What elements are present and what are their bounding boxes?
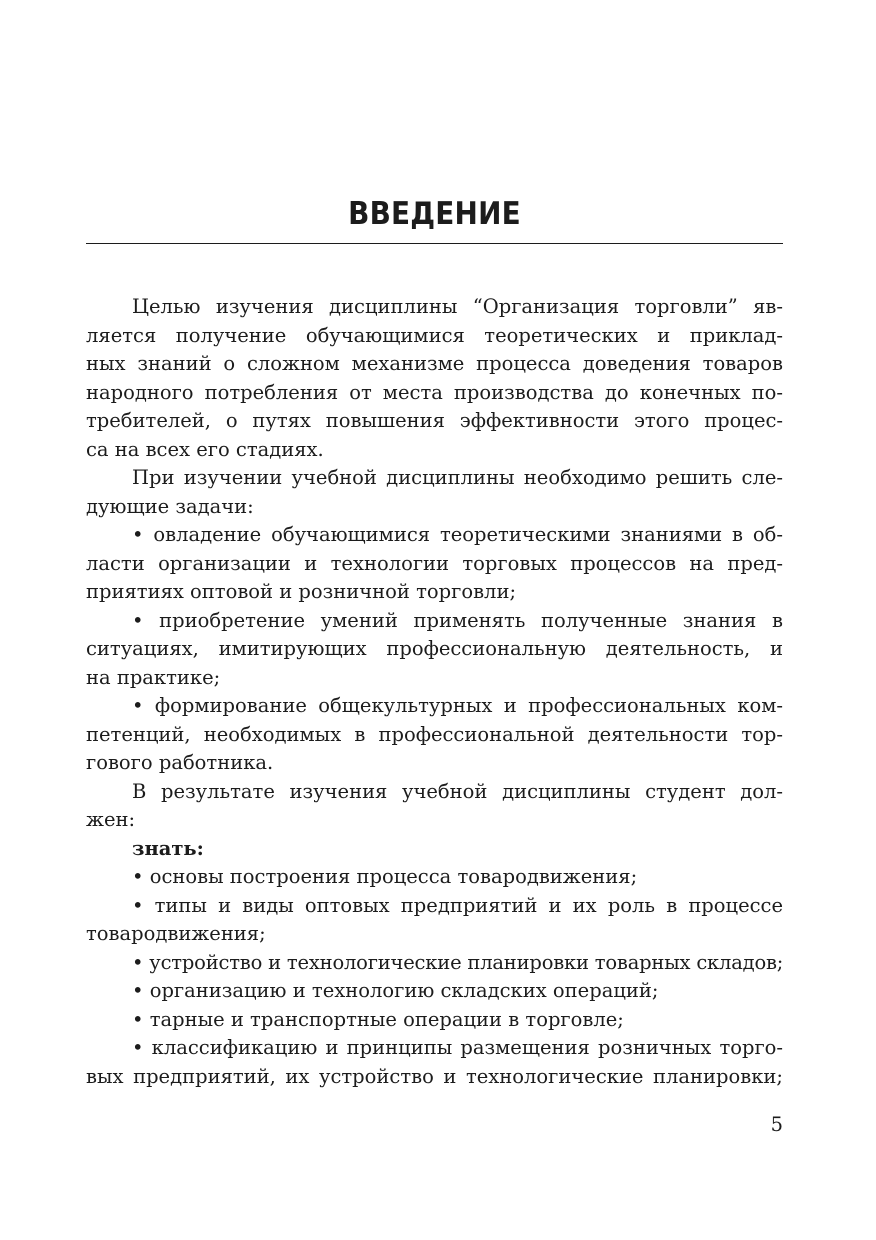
text-line: приятиях оптовой и розничной торговли; bbox=[86, 580, 517, 603]
text-line: В результате изучения учебной дисциплины студент дол- bbox=[132, 779, 783, 803]
page-number: 5 bbox=[770, 1113, 783, 1136]
text-line: ситуациях, имитирующих профессиональную деятельность, и bbox=[86, 637, 783, 660]
text-line: Целью изучения дисциплины “Организация торговли” яв- bbox=[132, 295, 783, 318]
text-line: петенций, необходимых в профессиональной деятельности тор- bbox=[86, 722, 783, 746]
body-text bbox=[86, 293, 783, 1091]
text-line: дующие задачи: bbox=[86, 494, 254, 518]
heading-underline bbox=[86, 243, 783, 244]
text-line: на практике; bbox=[86, 665, 221, 689]
text-line: ляется получение обучающимися теоретических и приклад- bbox=[86, 323, 783, 347]
chapter-heading: ВВЕДЕНИЕ bbox=[348, 196, 521, 232]
text-line: ных знаний о сложном механизме процесса доведения товаров bbox=[86, 352, 783, 375]
text-line: товародвижения; bbox=[86, 922, 266, 945]
text-line: • типы и виды оптовых предприятий и их роль в процессе bbox=[132, 893, 783, 917]
text-line: • овладение обучающимися теоретическими знаниями в об- bbox=[132, 523, 783, 546]
text-line: • организацию и технологию складских операций; bbox=[132, 979, 659, 1002]
text-line: народного потребления от места производства до конечных по- bbox=[86, 380, 783, 404]
text-line: знать: bbox=[132, 836, 204, 860]
text-line: • устройство и технологические планировки товарных складов; bbox=[132, 950, 784, 974]
text-line: жен: bbox=[86, 808, 136, 831]
text-line: При изучении учебной дисциплины необходимо решить сле- bbox=[132, 466, 783, 489]
text-line: са на всех его стадиях. bbox=[86, 437, 324, 461]
text-line: гового работника. bbox=[86, 751, 274, 774]
text-line: • тарные и транспортные операции в торговле; bbox=[132, 1007, 624, 1031]
text-line: требителей, о путях повышения эффективности этого процес- bbox=[86, 409, 783, 432]
text-line: • основы построения процесса товародвижения; bbox=[132, 865, 638, 888]
text-line: • классификацию и принципы размещения розничных торго- bbox=[132, 1036, 783, 1059]
text-line: • приобретение умений применять полученные знания в bbox=[132, 608, 783, 632]
text-line: ласти организации и технологии торговых процессов на пред- bbox=[86, 551, 783, 575]
text-line: вых предприятий, их устройство и технологические планировки; bbox=[86, 1064, 783, 1088]
text-line: • формирование общекультурных и профессиональных ком- bbox=[132, 694, 783, 717]
